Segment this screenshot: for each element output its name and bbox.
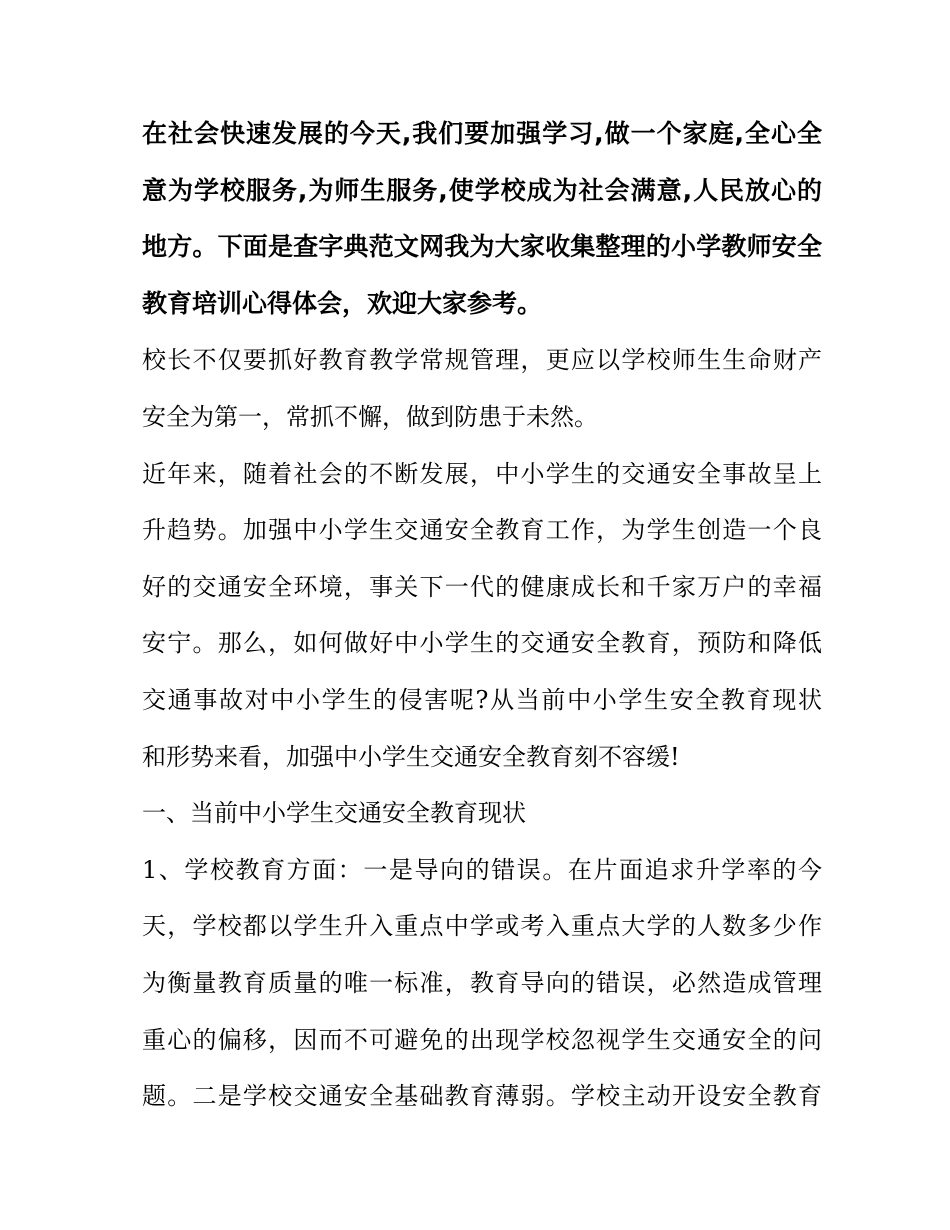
text-line: 意为学校服务,为师生服务,使学校成为社会满意,人民放心的 — [142, 175, 822, 205]
text-line: 安宁。那么，如何做好中小学生的交通安全教育，预防和降低 — [142, 629, 822, 658]
text-line: 在社会快速发展的今天,我们要加强学习,做一个家庭,全心全 — [142, 119, 822, 148]
text-line: 题。二是学校交通安全基础教育薄弱。学校主动开设安全教育 — [142, 1082, 822, 1111]
text-line: 1、学校教育方面：一是导向的错误。在片面追求升学率的今 — [142, 855, 822, 884]
text-line: 安全为第一，常抓不懈，做到防患于未然。 — [142, 402, 598, 431]
text-line: 好的交通安全环境，事关下一代的健康成长和千家万户的幸福 — [142, 572, 822, 601]
text-line: 近年来，随着社会的不断发展，中小学生的交通安全事故呈上 — [142, 459, 822, 488]
document-body — [142, 106, 822, 1125]
text-line: 一、当前中小学生交通安全教育现状 — [142, 799, 526, 828]
text-line: 升趋势。加强中小学生交通安全教育工作，为学生创造一个良 — [142, 516, 822, 545]
text-line: 为衡量教育质量的唯一标准，教育导向的错误，必然造成管理 — [142, 968, 822, 997]
text-line: 和形势来看，加强中小学生交通安全教育刻不容缓! — [142, 742, 680, 771]
paragraph-principal-safety — [142, 332, 822, 445]
text-line: 交通事故对中小学生的侵害呢?从当前中小学生安全教育现状 — [142, 685, 822, 714]
text-line: 重心的偏移，因而不可避免的出现学校忽视学生交通安全的问 — [142, 1025, 822, 1054]
paragraph-school-education — [142, 842, 822, 1125]
intro-paragraph — [142, 106, 822, 332]
paragraph-traffic-trend — [142, 446, 822, 786]
text-line: 天，学校都以学生升入重点中学或考入重点大学的人数多少作 — [142, 912, 822, 941]
section-heading — [142, 785, 822, 842]
text-line: 地方。下面是查字典范文网我为大家收集整理的小学教师安全 — [142, 232, 822, 262]
text-line: 教育培训心得体会，欢迎大家参考。 — [142, 288, 543, 318]
text-line: 校长不仅要抓好教育教学常规管理，更应以学校师生生命财产 — [142, 346, 822, 375]
